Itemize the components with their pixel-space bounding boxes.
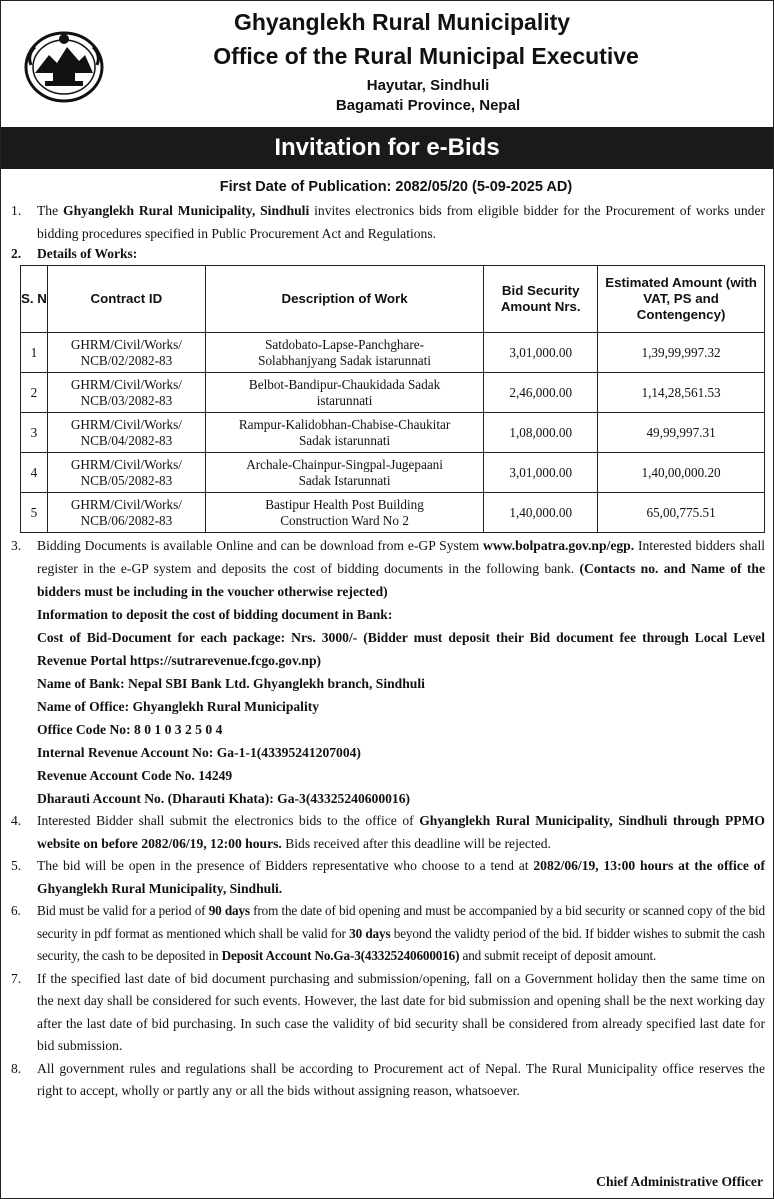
office-name-line: Name of Office: Ghyanglekh Rural Municipality <box>37 699 320 714</box>
table-row: 3 GHRM/Civil/Works/ NCB/04/2082-83 Rampur-Kalidobhan-Chabise-Chaukitar Sadak istarunnati 1,08,000.00 49,99,997.31 <box>21 413 765 453</box>
internal-revenue-account: Internal Revenue Account No: Ga-1-1(43395241207004) <box>37 745 361 760</box>
header-estimated-amount: Estimated Amount (with VAT, PS and Contengency) <box>598 266 765 333</box>
table-header-row <box>21 266 765 333</box>
publication-date: First Date of Publication: 2082/05/20 (5-09-2025 AD) <box>219 179 573 195</box>
clause-8: 8. All government rules and regulations shall be according to Procurement act of Nepal. The Rural Municipality office reserves the right to accept, wholly or partly any or all the bids without assigning reason, whatsoever. <box>1 1058 773 1103</box>
bank-name: Name of Bank: Nepal SBI Bank Ltd. Ghyanglekh branch, Sindhuli <box>37 676 425 691</box>
table-row: 5 GHRM/Civil/Works/ NCB/06/2082-83 Bastipur Health Post Building Construction Ward No 2 1,40,000.00 65,00,775.51 <box>21 493 765 533</box>
bank-info-heading: Information to deposit the cost of bidding document in Bank: <box>37 607 393 622</box>
header-contract-id: Contract ID <box>47 266 205 333</box>
clause-1: 1. The Ghyanglekh Rural Municipality, Sindhuli invites electronics bids from eligible bidder for the Procurement of works under bidding procedures specified in Public Procurement Act and Regulations. <box>1 199 773 245</box>
table-row: 1 GHRM/Civil/Works/ NCB/02/2082-83 Satdobato-Lapse-Panchghare- Solabhanjyang Sadak istarunnati 3,01,000.00 1,39,99,997.32 <box>21 333 765 373</box>
clause-number: 2. <box>11 246 22 261</box>
clause-number: 7. <box>11 970 22 986</box>
clause-3: 3. Bidding Documents is available Online and can be download from e-GP System www.bolpatra.gov.np/egp. Interested bidders shall register in the e-GP system and deposits the cost of bidding documents in the following bank. (Contacts no. and Name of the bidders must be including in the voucher otherwise rejected) <box>1 534 773 603</box>
address-line-1: Hayutar, Sindhuli <box>366 77 490 94</box>
table-row: 4 GHRM/Civil/Works/ NCB/05/2082-83 Archale-Chainpur-Singpal-Jugepaani Sadak Istarunnati 3,01,000.00 1,40,00,000.20 <box>21 453 765 493</box>
egp-link[interactable]: www.bolpatra.gov.np/egp. <box>483 538 635 553</box>
municipality-name: Ghyanglekh Rural Municipality <box>233 9 571 35</box>
clause-number: 5. <box>11 858 22 873</box>
clause-2 <box>1 245 773 265</box>
header-sn: S. N <box>21 266 48 333</box>
address-line-2: Bagamati Province, Nepal <box>335 97 521 114</box>
dharauti-account: Dharauti Account No. (Dharauti Khata): Ga-3(43325240600016) <box>37 791 411 806</box>
details-label: Details of Works: <box>37 246 138 261</box>
clause-number: 3. <box>11 538 22 553</box>
header-description: Description of Work <box>205 266 483 333</box>
clause-number: 6. <box>11 903 21 918</box>
clause-6: 6. Bid must be valid for a period of 90 days from the date of bid opening and must be accompanied by a bid security or scanned copy of the bid security in pdf format as mentioned which shall be valid for 30 days beyond the validty period of the bid. If bidder wishes to submit the cash security, the cash to be deposited in Deposit Account No.Ga-3(43325240600016) and submit receipt of deposit amount. <box>1 900 773 968</box>
bid-document-cost: Cost of Bid-Document for each package: Nrs. 3000/- (Bidder must deposit their Bid document fee through Local Level Revenue Portal https://sutrarevenue.fcgo.gov.np) <box>37 630 765 668</box>
clause-number: 4. <box>11 813 22 828</box>
revenue-account-code: Revenue Account Code No. 14249 <box>37 768 233 783</box>
office-name: Office of the Rural Municipal Executive <box>213 43 639 69</box>
office-code: Office Code No: 8 0 1 0 3 2 5 0 4 <box>37 722 223 737</box>
header-bid-security: Bid Security Amount Nrs. <box>484 266 598 333</box>
clause-7: 7. If the specified last date of bid document purchasing and submission/opening, fall on a Government holiday then the same time on the next day shall be considered for such events. However, the last date for bid submission and opening shall be the next working day after the last date of bid purchasing. In such case the validity of bid security shall be considered from already specified last date for bid submission. <box>1 968 773 1058</box>
clause-5: 5. The bid will be open in the presence of Bidders representative who choose to a tend at 2082/06/19, 13:00 hours at the office of Ghyanglekh Rural Municipality, Sindhuli. <box>1 855 773 900</box>
clause-number: 1. <box>11 203 22 218</box>
notice-title-banner: Invitation for e-Bids <box>1 127 773 169</box>
bank-details <box>1 603 773 810</box>
signature-title: Chief Administrative Officer <box>596 1174 763 1189</box>
table-row: 2 GHRM/Civil/Works/ NCB/03/2082-83 Belbot-Bandipur-Chaukidada Sadak istarunnati 2,46,000.00 1,14,28,561.53 <box>21 373 765 413</box>
clause-4: 4. Interested Bidder shall submit the electronics bids to the office of Ghyanglekh Rural Municipality, Sindhuli through PPMO website on before 2082/06/19, 12:00 hours. Bids received after this deadline will be rejected. <box>1 810 773 855</box>
works-table <box>20 265 765 533</box>
header <box>1 1 773 127</box>
clause-number: 8. <box>11 1060 22 1076</box>
